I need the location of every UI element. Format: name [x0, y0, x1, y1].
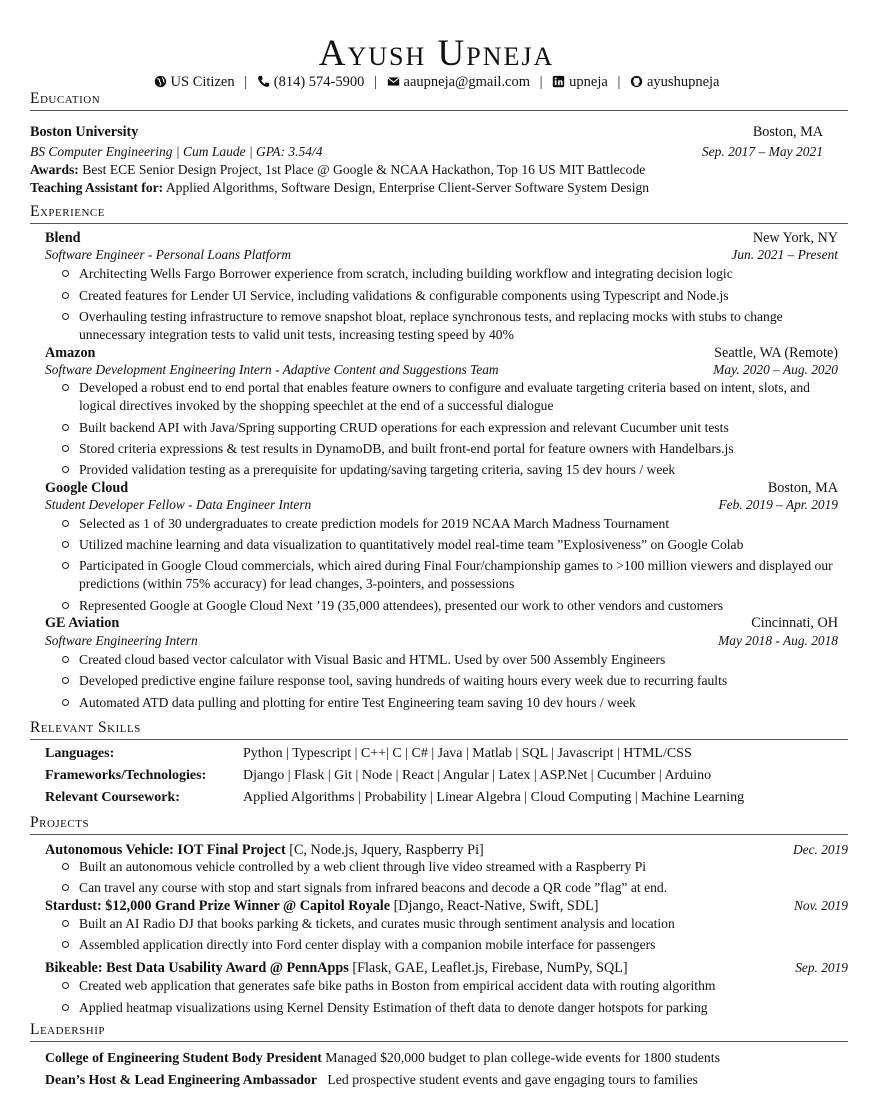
skill-label: Languages:	[45, 746, 115, 761]
job-dates: May 2018 - Aug. 2018	[718, 633, 838, 648]
bullet-text: Assembled application directly into Ford center display with a companion mobile interface for passengers	[79, 937, 656, 952]
bullet-text: Participated in Google Cloud commercials, which aired during Final Four/championship games to >100 million viewers and displayed our predictions (within 75% accuracy) for lead changes, 3-pointers, and possessions	[79, 558, 833, 591]
bullet-marker	[62, 270, 69, 277]
project-title-line	[45, 959, 628, 977]
list-item	[79, 461, 849, 479]
bullet-text: Utilized machine learning and data visualization to quantitatively model real-time team ”Explosiveness” on Google Colab	[79, 537, 744, 552]
bullet-text: Built backend API with Java/Spring supporting CRUD operations for each expression and relevant Cucumber unit tests	[79, 420, 729, 435]
project-title-line	[45, 897, 598, 915]
bullet-marker	[62, 541, 69, 548]
bullet-text: Automated ATD data pulling and plotting for entire Test Engineering team saving 10 dev hours / week	[79, 695, 636, 710]
list-item	[79, 651, 849, 669]
project-date: Sep. 2019	[795, 960, 848, 975]
job-role: Software Development Engineering Intern - Adaptive Content and Suggestions Team	[45, 362, 499, 377]
company-location: Seattle, WA (Remote)	[714, 345, 838, 361]
section-heading-leadership: Leadership	[30, 1021, 848, 1042]
bullet-marker	[62, 920, 69, 927]
skill-value: Applied Algorithms | Probability | Linear Algebra | Cloud Computing | Machine Learning	[243, 790, 745, 805]
company-name: Amazon	[45, 345, 96, 361]
bullet-text: Built an AI Radio DJ that books parking & tickets, and curates music through sentiment analysis and location	[79, 916, 675, 931]
bullet-text: Created web application that generates safe bike paths in Boston from empirical accident data with routing algorithm	[79, 978, 716, 993]
bullet-marker	[62, 602, 69, 609]
project-title: Autonomous Vehicle: IOT Final Project	[45, 842, 286, 858]
project-date: Dec. 2019	[792, 842, 848, 857]
globe-icon	[154, 75, 167, 88]
contact-separator: |	[617, 74, 621, 90]
bullet-text: Selected as 1 of 30 undergraduates to create prediction models for 2019 NCAA March Madness Tournament	[79, 516, 670, 531]
project-tech: [C, Node.js, Jquery, Raspberry Pi]	[289, 842, 484, 858]
project-title-line	[45, 841, 484, 859]
bullet-text: Can travel any course with stop and start signals from infrared beacons and decode a QR code ”flag” at end.	[79, 880, 668, 895]
list-item	[79, 936, 849, 954]
leadership-desc: Led prospective student events and gave engaging tours to families	[327, 1072, 698, 1087]
bullet-marker	[62, 863, 69, 870]
company-location: Cincinnati, OH	[751, 615, 838, 631]
skill-label: Frameworks/Technologies:	[45, 768, 207, 783]
degree: BS Computer Engineering | Cum Laude | GPA: 3.54/4	[30, 144, 323, 159]
list-item	[79, 419, 849, 437]
list-item	[79, 858, 849, 876]
job-role: Software Engineer - Personal Loans Platform	[45, 247, 292, 262]
bullet-text: Stored criteria expressions & test results in DynamoDB, and built front-end portal for feature owners with Handelbars.js	[79, 441, 734, 456]
section-heading-experience: Experience	[30, 203, 848, 224]
ta-text: Applied Algorithms, Software Design, Enterprise Client-Server Software System Design	[165, 180, 650, 195]
bullet-text: Architecting Wells Fargo Borrower experience from scratch, including building workflow and integrating decision logic	[79, 266, 733, 281]
job-role: Student Developer Fellow - Data Engineer Intern	[45, 497, 312, 512]
bullet-marker	[62, 466, 69, 473]
leadership-title: Dean’s Host & Lead Engineering Ambassador	[45, 1072, 317, 1087]
company-name: GE Aviation	[45, 615, 120, 631]
contact-separator: |	[373, 74, 377, 90]
project-tech: [Django, React-Native, Swift, SDL]	[393, 898, 599, 914]
bullet-marker	[62, 677, 69, 684]
section-heading-education: Education	[30, 90, 848, 111]
github-link[interactable]: ayushupneja	[646, 74, 720, 90]
list-item	[79, 308, 849, 343]
section-heading-projects: Projects	[30, 814, 848, 835]
bullet-text: Represented Google at Google Cloud Next ’19 (35,000 attendees), presented our work to other vendors and customers	[79, 598, 724, 613]
job-dates: Jun. 2021 – Present	[731, 247, 838, 262]
github-icon	[630, 75, 643, 88]
bullet-text: Provided validation testing as a prerequisite for updating/saving targeting criteria, saving 15 dev hours / week	[79, 462, 676, 477]
awards-label: Awards:	[30, 162, 79, 177]
bullet-marker	[62, 1004, 69, 1011]
bullet-marker	[62, 982, 69, 989]
leadership-item	[45, 1049, 720, 1067]
job-dates: Feb. 2019 – Apr. 2019	[718, 497, 838, 512]
list-item	[79, 557, 839, 592]
bullet-marker	[62, 562, 69, 569]
school-location: Boston, MA	[752, 124, 823, 140]
bullet-marker	[62, 445, 69, 452]
section-heading-skills: Relevant Skills	[30, 719, 848, 740]
education-dates: Sep. 2017 – May 2021	[701, 144, 823, 159]
phone-link[interactable]: (814) 574-5900	[273, 74, 365, 90]
bullet-text: Created cloud based vector calculator with Visual Basic and HTML. Used by over 500 Assembly Engineers	[79, 652, 666, 667]
linkedin-icon	[552, 75, 565, 88]
contact-separator: |	[539, 74, 543, 90]
candidate-name: Ayush Upneja	[318, 33, 555, 74]
project-title: Bikeable: Best Data Usability Award @ PennApps	[45, 960, 349, 976]
list-item	[79, 977, 854, 995]
list-item	[79, 672, 854, 690]
project-date: Nov. 2019	[793, 898, 848, 913]
list-item	[79, 515, 849, 533]
contact-separator: |	[244, 74, 248, 90]
job-dates: May. 2020 – Aug. 2020	[713, 362, 838, 377]
ta-line	[30, 179, 649, 197]
leadership-title: College of Engineering Student Body President	[45, 1050, 322, 1065]
bullet-text: Overhauling testing infrastructure to remove snapshot bloat, replace synchronous tests, and replacing mocks with stubs to change unnecessary integration tests to valid unit tests, increasing testing speed by 40%	[79, 309, 783, 342]
citizenship: US Citizen	[170, 74, 235, 90]
bullet-text: Developed a robust end to end portal that enables feature owners to configure and evaluate targeting criteria based on intent, slots, and logical directives invoked by the shopping speechlet at the end of a successful dialogue	[79, 380, 810, 413]
school-name: Boston University	[30, 124, 139, 140]
bullet-marker	[62, 656, 69, 663]
bullet-text: Developed predictive engine failure response tool, saving hundreds of waiting hours every week due to recurring faults	[79, 673, 728, 688]
list-item	[79, 440, 849, 458]
list-item	[79, 379, 839, 414]
bullet-marker	[62, 292, 69, 299]
company-location: Boston, MA	[767, 480, 838, 496]
ta-label: Teaching Assistant for:	[30, 180, 164, 195]
bullet-marker	[62, 699, 69, 706]
list-item	[79, 999, 854, 1017]
awards-line	[30, 161, 645, 179]
bullet-marker	[62, 941, 69, 948]
bullet-marker	[62, 424, 69, 431]
bullet-marker	[62, 520, 69, 527]
skill-label: Relevant Coursework:	[45, 790, 180, 805]
bullet-marker	[62, 313, 69, 320]
list-item	[79, 287, 849, 305]
contact-line	[0, 72, 873, 92]
project-title: Stardust: $12,000 Grand Prize Winner @ Capitol Royale	[45, 898, 391, 914]
company-name: Blend	[45, 230, 81, 246]
list-item	[79, 597, 849, 615]
list-item	[79, 915, 849, 933]
skill-value: Django | Flask | Git | Node | React | Angular | Latex | ASP.Net | Cucumber | Arduino	[243, 768, 712, 783]
email-link[interactable]: aaupneja@gmail.com	[403, 74, 531, 90]
bullet-marker	[62, 384, 69, 391]
list-item	[79, 536, 854, 554]
list-item	[79, 694, 849, 712]
list-item	[79, 265, 849, 283]
leadership-item	[45, 1071, 698, 1089]
company-name: Google Cloud	[45, 480, 129, 496]
bullet-text: Created features for Lender UI Service, including validations & configurable components using Typescript and Node.js	[79, 288, 729, 303]
linkedin-link[interactable]: upneja	[569, 74, 608, 90]
bullet-marker	[62, 884, 69, 891]
leadership-desc: Managed $20,000 budget to plan college-wide events for 1800 students	[325, 1050, 720, 1065]
bullet-text: Built an autonomous vehicle controlled by a web client through live video streamed with a Raspberry Pi	[79, 859, 647, 874]
job-role: Software Engineering Intern	[45, 633, 198, 648]
envelope-icon	[387, 75, 400, 88]
phone-icon	[257, 75, 270, 88]
company-location: New York, NY	[752, 230, 838, 246]
list-item	[79, 879, 849, 897]
project-tech: [Flask, GAE, Leaflet.js, Firebase, NumPy, SQL]	[352, 960, 628, 976]
skill-value: Python | Typescript | C++| C | C# | Java | Matlab | SQL | Javascript | HTML/CSS	[243, 746, 692, 761]
bullet-text: Applied heatmap visualizations using Kernel Density Estimation of theft data to denote danger hotspots for parking	[79, 1000, 708, 1015]
awards-text: Best ECE Senior Design Project, 1st Place @ Google & NCAA Hackathon, Top 16 US MIT Battlecode	[82, 162, 646, 177]
